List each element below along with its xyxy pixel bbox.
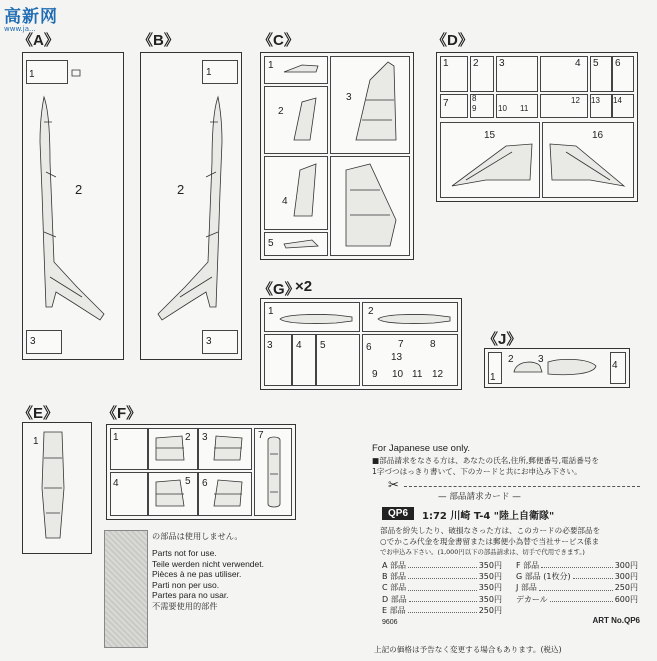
sprue-f-part-4-num: 4	[113, 478, 119, 489]
sprue-d-part-10-num: 10	[498, 104, 507, 113]
card-body-2: ○でかこみ代金を現金書留または郵便小為替で当社サービス係ま	[380, 537, 600, 546]
card-title: — 部品請求カード —	[438, 492, 521, 502]
sprue-f-part-5-num: 5	[185, 476, 191, 487]
sprue-g-part-3-num: 3	[267, 340, 273, 351]
price-row	[382, 560, 502, 571]
sprue-e-cockpit	[38, 428, 68, 546]
card-body-3: でお申込み下さい。(1,000円以下の部品請求は、切手で代用できます。)	[380, 548, 585, 556]
price-value: 250円	[478, 605, 502, 615]
price-part: C 部品	[382, 583, 407, 593]
sprue-g-part-7-num: 7	[398, 339, 404, 350]
sprue-f-part-3	[210, 432, 246, 464]
sprue-g-part-1	[276, 312, 356, 326]
sprue-f-part-7-num: 7	[258, 430, 264, 441]
sprue-d-part-15-num: 15	[484, 130, 496, 141]
price-part: A 部品	[382, 561, 407, 570]
sprue-c-part-5-num: 5	[268, 238, 274, 249]
sprue-g-part-5-num: 5	[320, 340, 326, 351]
cut-line	[404, 486, 640, 487]
sprue-a-fuselage-half	[22, 52, 122, 358]
group-a-label: 《A》	[18, 32, 59, 49]
sprue-d-part-16-num: 16	[592, 130, 604, 141]
sprue-c-part-1-num: 1	[268, 60, 274, 71]
not-for-use-swatch	[104, 530, 148, 648]
group-g-label: 《G》	[258, 281, 300, 298]
price-list-right	[516, 560, 638, 605]
group-j-label: 《J》	[483, 331, 522, 348]
card-title-text: 部品請求カード	[449, 492, 510, 502]
sprue-c-part-1	[282, 62, 322, 76]
watermark-sub: www.ja...	[4, 25, 36, 33]
sprue-d-part-14-num: 14	[613, 96, 622, 105]
sprue-f-part-3-num: 3	[202, 432, 208, 443]
sprue-g-part-12-num: 12	[432, 369, 444, 380]
group-c-label: 《C》	[258, 32, 299, 49]
not-for-use-es: Partes para no usar.	[152, 590, 229, 601]
sprue-d-part-12-num: 12	[571, 96, 580, 105]
sprue-c-part-6	[340, 160, 400, 250]
sprue-g-part-2	[374, 312, 454, 326]
price-row	[516, 560, 638, 571]
price-footer: 上記の価格は予告なく変更する場合もあります。(税込)	[374, 645, 562, 654]
price-value: 300円	[614, 572, 638, 582]
group-f-label: 《F》	[102, 405, 142, 422]
sprue-d-part-11-num: 11	[520, 104, 529, 113]
price-value: 250円	[614, 583, 638, 593]
sprue-d-part-1-num: 1	[443, 58, 449, 69]
qp-code: QP6	[388, 508, 409, 519]
price-part: D 部品	[382, 594, 407, 604]
price-value: 350円	[478, 583, 502, 593]
scissors-icon: ✂	[388, 478, 399, 493]
product-name: 川崎 T-4 "陸上自衛隊"	[450, 511, 555, 522]
sprue-c-part-2-num: 2	[278, 106, 284, 117]
sprue-c-part-2	[290, 96, 320, 146]
for-japanese-only: For Japanese use only.	[372, 443, 471, 454]
price-part: E 部品	[382, 605, 406, 615]
sprue-c-part-3-num: 3	[346, 92, 352, 103]
order-card	[372, 492, 644, 628]
card-code: 9606	[382, 619, 398, 626]
price-row	[516, 594, 638, 605]
sprue-d-part-4-num: 4	[575, 58, 581, 69]
price-value: 350円	[478, 594, 502, 604]
sprue-b-fuselage-half	[140, 52, 240, 358]
sprue-f-part-1-num: 1	[113, 432, 119, 443]
sprue-c-part-4	[290, 162, 320, 222]
price-row	[516, 582, 638, 593]
sprue-d-part-9-num: 9	[472, 104, 477, 113]
sprue-a-part-1-num: 1	[29, 69, 35, 80]
sprue-a-part-3-num: 3	[30, 336, 36, 347]
product-line	[422, 507, 554, 522]
price-value: 600円	[614, 594, 638, 604]
price-part: F 部品	[516, 561, 540, 570]
not-for-use-fr: Pièces à ne pas utiliser.	[152, 569, 242, 580]
sprue-f-part-2-num: 2	[185, 432, 191, 443]
qp-badge	[382, 507, 414, 520]
not-for-use-cn: 不需要使用的部件	[152, 600, 218, 611]
order-intro-1: ■部品請求をなさる方は、あなたの氏名,住所,郵便番号,電話番号を	[372, 455, 600, 465]
not-for-use-it: Parti non per uso.	[152, 579, 220, 590]
watermark-text: 高新网	[4, 7, 58, 27]
group-g-multiplier: ×2	[295, 278, 313, 295]
sprue-d-part-15	[446, 140, 536, 190]
price-row	[382, 605, 502, 616]
price-part: デカール	[516, 594, 548, 604]
sprue-f-part-7	[264, 434, 284, 510]
card-body-1: 部品を紛失したり、破損なさった方は、このカードの必要部品を	[380, 526, 601, 535]
sprue-j-canopy	[510, 356, 600, 378]
sprue-c-part-3	[352, 60, 402, 146]
sprue-d-part-8-num: 8	[472, 94, 477, 103]
group-b-label: 《B》	[138, 32, 179, 49]
art-number: ART No.QP6	[592, 616, 640, 625]
group-d-label: 《D》	[432, 32, 473, 49]
not-for-use-jp: の部品は使用しません。	[152, 531, 243, 541]
sprue-b-part-1-num: 1	[206, 67, 212, 78]
price-part: J 部品	[516, 583, 537, 593]
not-for-use-en: Parts not for use.	[152, 548, 217, 558]
price-part: B 部品	[382, 572, 407, 582]
sprue-e-part-1-num: 1	[33, 436, 39, 447]
price-row	[382, 594, 502, 605]
order-intro-2: 1字づつはっきり書いて、下のカードと共にお申込み下さい。	[372, 466, 582, 476]
sprue-f-part-6	[210, 476, 246, 510]
order-section	[372, 444, 642, 477]
sprue-d-part-16	[546, 140, 630, 190]
price-row	[516, 571, 638, 582]
sprue-a-part-2-num: 2	[75, 182, 83, 197]
price-row	[382, 582, 502, 593]
sprue-c-part-4-num: 4	[282, 196, 288, 207]
price-value: 350円	[478, 572, 502, 582]
sprue-b-part-2-num: 2	[177, 182, 185, 197]
sprue-g-part-10-num: 10	[392, 369, 404, 380]
sprue-c-part-5	[282, 236, 322, 250]
price-list-left	[382, 560, 502, 616]
sprue-d-part-6-num: 6	[615, 58, 621, 69]
price-value: 300円	[614, 561, 638, 570]
price-row	[382, 571, 502, 582]
sprue-d-cell-12	[540, 94, 588, 118]
sprue-g-part-4-num: 4	[296, 340, 302, 351]
not-for-use-de: Teile werden nicht verwendet.	[152, 558, 264, 569]
sprue-d-part-5-num: 5	[593, 58, 599, 69]
sprue-g-part-8-num: 8	[430, 339, 436, 350]
sprue-g-part-13-num: 13	[391, 352, 403, 363]
sprue-b-part-3-num: 3	[206, 336, 212, 347]
sprue-g-part-9-num: 9	[372, 369, 378, 380]
sprue-g-part-11-num: 11	[412, 369, 423, 380]
sprue-g-part-6-num: 6	[366, 342, 372, 353]
sprue-f-part-6-num: 6	[202, 478, 208, 489]
sprue-d-part-3-num: 3	[499, 58, 505, 69]
sprue-d-part-13-num: 13	[591, 96, 600, 105]
product-scale: 1:72	[422, 511, 447, 522]
price-value: 350円	[478, 561, 502, 570]
sprue-f-part-5	[152, 476, 188, 510]
sprue-j-part-1-num: 1	[490, 372, 496, 383]
sprue-g-part-2-num: 2	[368, 306, 374, 317]
sprue-f-part-2	[152, 432, 188, 464]
group-e-label: 《E》	[18, 405, 59, 422]
sprue-j-part-3-num: 3	[538, 354, 544, 365]
sprue-d-part-7-num: 7	[443, 98, 449, 109]
sprue-g-part-1-num: 1	[268, 306, 274, 317]
sprue-j-part-4-num: 4	[612, 360, 618, 371]
sprue-j-part-2-num: 2	[508, 354, 514, 365]
not-for-use-notice	[152, 531, 264, 612]
sprue-d-part-2-num: 2	[473, 58, 479, 69]
price-part: G 部品 (1枚分)	[516, 572, 571, 582]
